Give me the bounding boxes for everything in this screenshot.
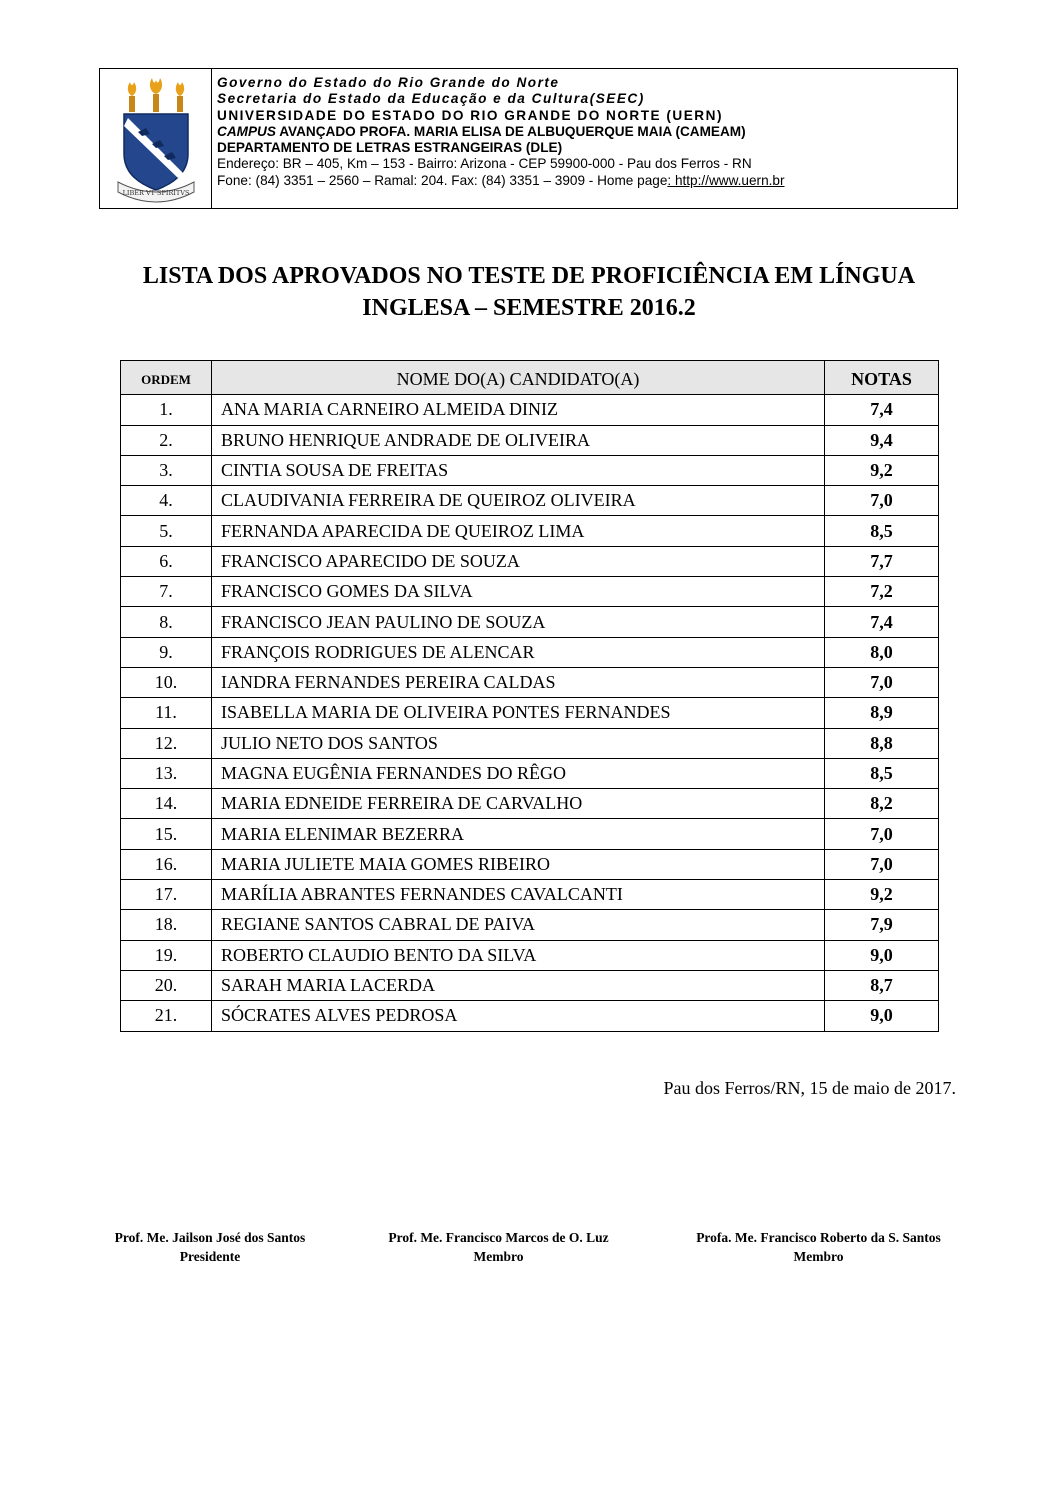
- table-row: [121, 637, 939, 667]
- cell-ordem: 5.: [121, 516, 212, 546]
- cell-nome: FRANÇOIS RODRIGUES DE ALENCAR: [212, 637, 825, 667]
- cell-ordem: 13.: [121, 758, 212, 788]
- cell-nome: MARIA JULIETE MAIA GOMES RIBEIRO: [212, 849, 825, 879]
- cell-nota: 9,0: [825, 1001, 939, 1031]
- cell-nome: ANA MARIA CARNEIRO ALMEIDA DINIZ: [212, 395, 825, 425]
- cell-nota: 9,2: [825, 455, 939, 485]
- cell-nota: 7,9: [825, 910, 939, 940]
- cell-ordem: 17.: [121, 880, 212, 910]
- table-row: [121, 516, 939, 546]
- header-secretariat-line: Secretaria do Estado da Educação e da Cultura(SEEC): [217, 91, 645, 107]
- homepage-link[interactable]: : http://www.uern.br: [667, 172, 785, 188]
- cell-nome: CLAUDIVANIA FERREIRA DE QUEIROZ OLIVEIRA: [212, 486, 825, 516]
- table-row: [121, 607, 939, 637]
- table-header-row: [121, 361, 939, 395]
- cell-nota: 7,2: [825, 577, 939, 607]
- cell-nome: REGIANE SANTOS CABRAL DE PAIVA: [212, 910, 825, 940]
- header-campus-word: CAMPUS: [217, 123, 276, 139]
- table-row: [121, 577, 939, 607]
- cell-nome: ISABELLA MARIA DE OLIVEIRA PONTES FERNANDES: [212, 698, 825, 728]
- cell-nota: 8,8: [825, 728, 939, 758]
- table-row: [121, 728, 939, 758]
- cell-ordem: 20.: [121, 970, 212, 1000]
- cell-nome: MARÍLIA ABRANTES FERNANDES CAVALCANTI: [212, 880, 825, 910]
- cell-nota: 7,4: [825, 395, 939, 425]
- signature-role: Presidente: [179, 1249, 241, 1264]
- table-row: [121, 455, 939, 485]
- cell-ordem: 4.: [121, 486, 212, 516]
- column-header-notas: NOTAS: [825, 361, 939, 395]
- cell-nome: IANDRA FERNANDES PEREIRA CALDAS: [212, 667, 825, 697]
- signature-name: Profa. Me. Francisco Roberto da S. Santos: [696, 1230, 941, 1245]
- cell-ordem: 15.: [121, 819, 212, 849]
- cell-nota: 8,9: [825, 698, 939, 728]
- cell-nota: 8,0: [825, 637, 939, 667]
- cell-nota: 8,2: [825, 789, 939, 819]
- header-university-line: UNIVERSIDADE DO ESTADO DO RIO GRANDE DO NORTE (UERN): [217, 107, 723, 123]
- table-row: [121, 940, 939, 970]
- signature-name: Prof. Me. Francisco Marcos de O. Luz: [388, 1230, 609, 1245]
- cell-ordem: 7.: [121, 577, 212, 607]
- cell-nome: SARAH MARIA LACERDA: [212, 970, 825, 1000]
- header-campus-name: AVANÇADO PROFA. MARIA ELISA DE ALBUQUERQUE MAIA (CAMEAM): [279, 123, 746, 139]
- column-header-ordem: ORDEM: [121, 361, 212, 395]
- cell-ordem: 11.: [121, 698, 212, 728]
- svg-text:LIBER VT SPIRITVS: LIBER VT SPIRITVS: [122, 188, 189, 197]
- letterhead-text: [212, 69, 785, 208]
- cell-nome: MARIA EDNEIDE FERREIRA DE CARVALHO: [212, 789, 825, 819]
- cell-ordem: 21.: [121, 1001, 212, 1031]
- cell-nome: FRANCISCO APARECIDO DE SOUZA: [212, 546, 825, 576]
- cell-nome: SÓCRATES ALVES PEDROSA: [212, 1001, 825, 1031]
- table-row: [121, 819, 939, 849]
- cell-ordem: 19.: [121, 940, 212, 970]
- cell-nota: 7,0: [825, 486, 939, 516]
- cell-nome: CINTIA SOUSA DE FREITAS: [212, 455, 825, 485]
- approved-candidates-table: [120, 360, 939, 1032]
- cell-nota: 7,7: [825, 546, 939, 576]
- table-row: [121, 849, 939, 879]
- table-row: [121, 1001, 939, 1031]
- signature-role: Membro: [793, 1249, 844, 1264]
- cell-nome: MARIA ELENIMAR BEZERRA: [212, 819, 825, 849]
- page-title: [0, 260, 1058, 324]
- table-row: [121, 880, 939, 910]
- cell-ordem: 9.: [121, 637, 212, 667]
- table-row: [121, 910, 939, 940]
- cell-nota: 7,0: [825, 849, 939, 879]
- table-row: [121, 970, 939, 1000]
- table-row: [121, 425, 939, 455]
- header-campus-line: [217, 124, 785, 140]
- cell-ordem: 12.: [121, 728, 212, 758]
- cell-nota: 7,0: [825, 667, 939, 697]
- logo-cell: [100, 69, 212, 208]
- header-government-line: Governo do Estado do Rio Grande do Norte: [217, 75, 560, 90]
- table-row: [121, 667, 939, 697]
- table-body: [121, 395, 939, 1031]
- cell-ordem: 16.: [121, 849, 212, 879]
- uern-coat-of-arms-icon: [116, 74, 196, 204]
- page-title-line-2: INGLESA – SEMESTRE 2016.2: [362, 295, 696, 321]
- page-title-line-1: LISTA DOS APROVADOS NO TESTE DE PROFICIÊNCIA EM LÍNGUA: [142, 263, 916, 289]
- signature-role: Membro: [473, 1249, 524, 1264]
- date-line: Pau dos Ferros/RN, 15 de maio de 2017.: [663, 1078, 956, 1098]
- cell-nota: 9,4: [825, 425, 939, 455]
- signature-name: Prof. Me. Jailson José dos Santos: [114, 1230, 306, 1245]
- cell-nota: 7,0: [825, 819, 939, 849]
- cell-nome: MAGNA EUGÊNIA FERNANDES DO RÊGO: [212, 758, 825, 788]
- cell-ordem: 8.: [121, 607, 212, 637]
- table-row: [121, 546, 939, 576]
- header-department-line: DEPARTAMENTO DE LETRAS ESTRANGEIRAS (DLE): [217, 140, 563, 156]
- header-phone-line: [217, 173, 785, 189]
- cell-nome: FRANCISCO JEAN PAULINO DE SOUZA: [212, 607, 825, 637]
- cell-ordem: 1.: [121, 395, 212, 425]
- cell-nota: 9,2: [825, 880, 939, 910]
- cell-ordem: 3.: [121, 455, 212, 485]
- signature-president: [97, 1228, 323, 1266]
- cell-nome: ROBERTO CLAUDIO BENTO DA SILVA: [212, 940, 825, 970]
- table-row: [121, 789, 939, 819]
- cell-nota: 8,7: [825, 970, 939, 1000]
- cell-nome: JULIO NETO DOS SANTOS: [212, 728, 825, 758]
- table-row: [121, 395, 939, 425]
- cell-ordem: 6.: [121, 546, 212, 576]
- header-phone-text: Fone: (84) 3351 – 2560 – Ramal: 204. Fax: (84) 3351 – 3909 - Home page: [217, 172, 668, 188]
- cell-nome: FRANCISCO GOMES DA SILVA: [212, 577, 825, 607]
- signature-member-2: [673, 1228, 964, 1266]
- cell-nota: 9,0: [825, 940, 939, 970]
- cell-ordem: 10.: [121, 667, 212, 697]
- header-address-line: Endereço: BR – 405, Km – 153 - Bairro: Arizona - CEP 59900-000 - Pau dos Ferros - RN: [217, 156, 752, 172]
- table-row: [121, 698, 939, 728]
- cell-nota: 8,5: [825, 758, 939, 788]
- cell-nota: 8,5: [825, 516, 939, 546]
- cell-nota: 7,4: [825, 607, 939, 637]
- table-row: [121, 486, 939, 516]
- cell-nome: FERNANDA APARECIDA DE QUEIROZ LIMA: [212, 516, 825, 546]
- letterhead: [99, 68, 958, 209]
- cell-ordem: 18.: [121, 910, 212, 940]
- table-row: [121, 758, 939, 788]
- cell-ordem: 2.: [121, 425, 212, 455]
- cell-ordem: 14.: [121, 789, 212, 819]
- signature-member-1: [367, 1228, 630, 1266]
- column-header-nome: NOME DO(A) CANDIDATO(A): [212, 361, 825, 395]
- cell-nome: BRUNO HENRIQUE ANDRADE DE OLIVEIRA: [212, 425, 825, 455]
